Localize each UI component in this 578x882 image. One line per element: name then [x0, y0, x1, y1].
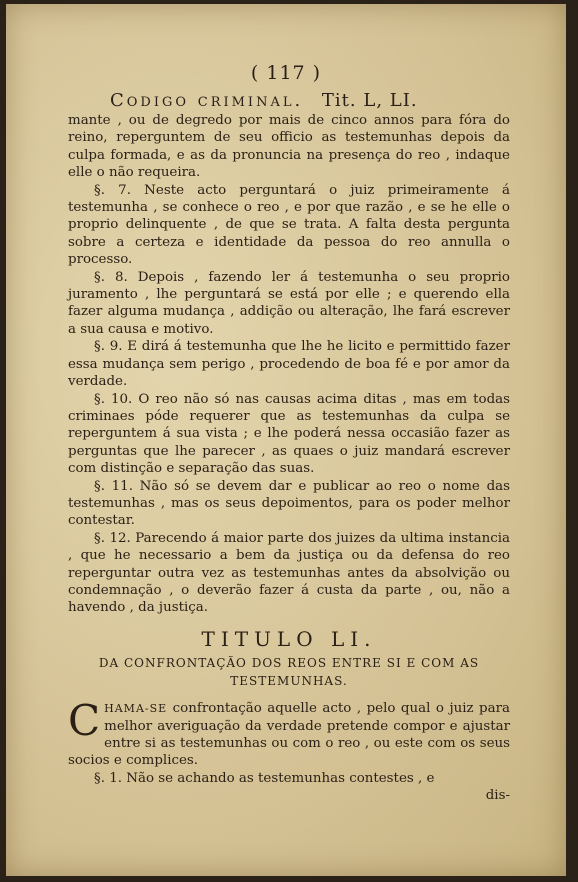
- paragraph-continuation: mante , ou de degredo por mais de cinco annos para fóra do reino, reperguntem de seu officio as testemunhas depois da culpa formada, e as da pronuncia na presença do reo , indaque elle o não requeira.: [68, 113, 510, 181]
- paragraph-section-9: §. 9. E dirá á testemunha que lhe he licito e permittido fazer essa mudança sem perigo , procedendo de boa fé e por amor da verdade.: [68, 339, 510, 390]
- paragraph-section-10: §. 10. O reo não só nas causas acima ditas , mas em todas criminaes póde requerer que as testemunhas da culpa se reperguntem á sua vista ; e lhe poderá nessa occasião fazer as perguntas que lhe parecer , as quaes o juiz mandará escrever com distinção e separação das suas.: [68, 391, 510, 477]
- chapter-subtitle: DA CONFRONTAÇÃO DOS REOS ENTRE SI E COM AS TESTEMUNHAS.: [98, 656, 480, 689]
- paragraph-section-8: §. 8. Depois , fazendo ler á testemunha o seu proprio juramento , lhe perguntará se está por elle ; e querendo ella fazer alguma mudança , addição ou alteração, lhe fará escrever a sua causa e motivo.: [68, 269, 510, 337]
- opening-text: confrontação aquelle acto , pelo qual o juiz para melhor averiguação da verdade pretende compor e ajustar entre si as testemunhas ou com o reo , ou este com os seus socios e complices.: [68, 701, 510, 769]
- paragraph-section-11: §. 11. Não só se devem dar e publicar ao reo o nome das testemunhas , mas os seus depoimentos, para os poder melhor contestar.: [68, 478, 510, 529]
- paragraph-section-1: §. 1. Não se achando as testemunhas contestes , e: [94, 770, 435, 786]
- opening-paragraph: [68, 696, 510, 770]
- catchword: dis-: [485, 788, 510, 804]
- chapter-title: TITULO LI.: [201, 626, 377, 651]
- running-head-left: Codigo criminal.: [110, 90, 304, 111]
- paragraph-section-7: §. 7. Neste acto perguntará o juiz primeiramente á testemunha , se conhece o reo , e por que razão , e se he elle o proprio delinquente , de que se trata. A falta desta pergunta sobre a certeza e identidade da pessoa do reo annulla o processo.: [68, 182, 510, 268]
- page-body: [68, 112, 510, 805]
- running-head-right: Tit. L, LI.: [321, 90, 418, 111]
- page-number: ( 117 ): [250, 62, 322, 84]
- opening-smallcaps: HAMA-SE: [104, 702, 168, 716]
- paragraph-section-12: §. 12. Parecendo á maior parte dos juizes da ultima instancia , que he necessario a bem da justiça ou da defensa do reo reperguntar outra vez as testemunhas antes da absolvição ou condemnação , o deverão fazer á custa da parte , ou, não a havendo , da justiça.: [68, 530, 510, 616]
- drop-cap: C: [68, 696, 101, 746]
- running-head: [110, 90, 490, 111]
- book-page: [6, 4, 566, 876]
